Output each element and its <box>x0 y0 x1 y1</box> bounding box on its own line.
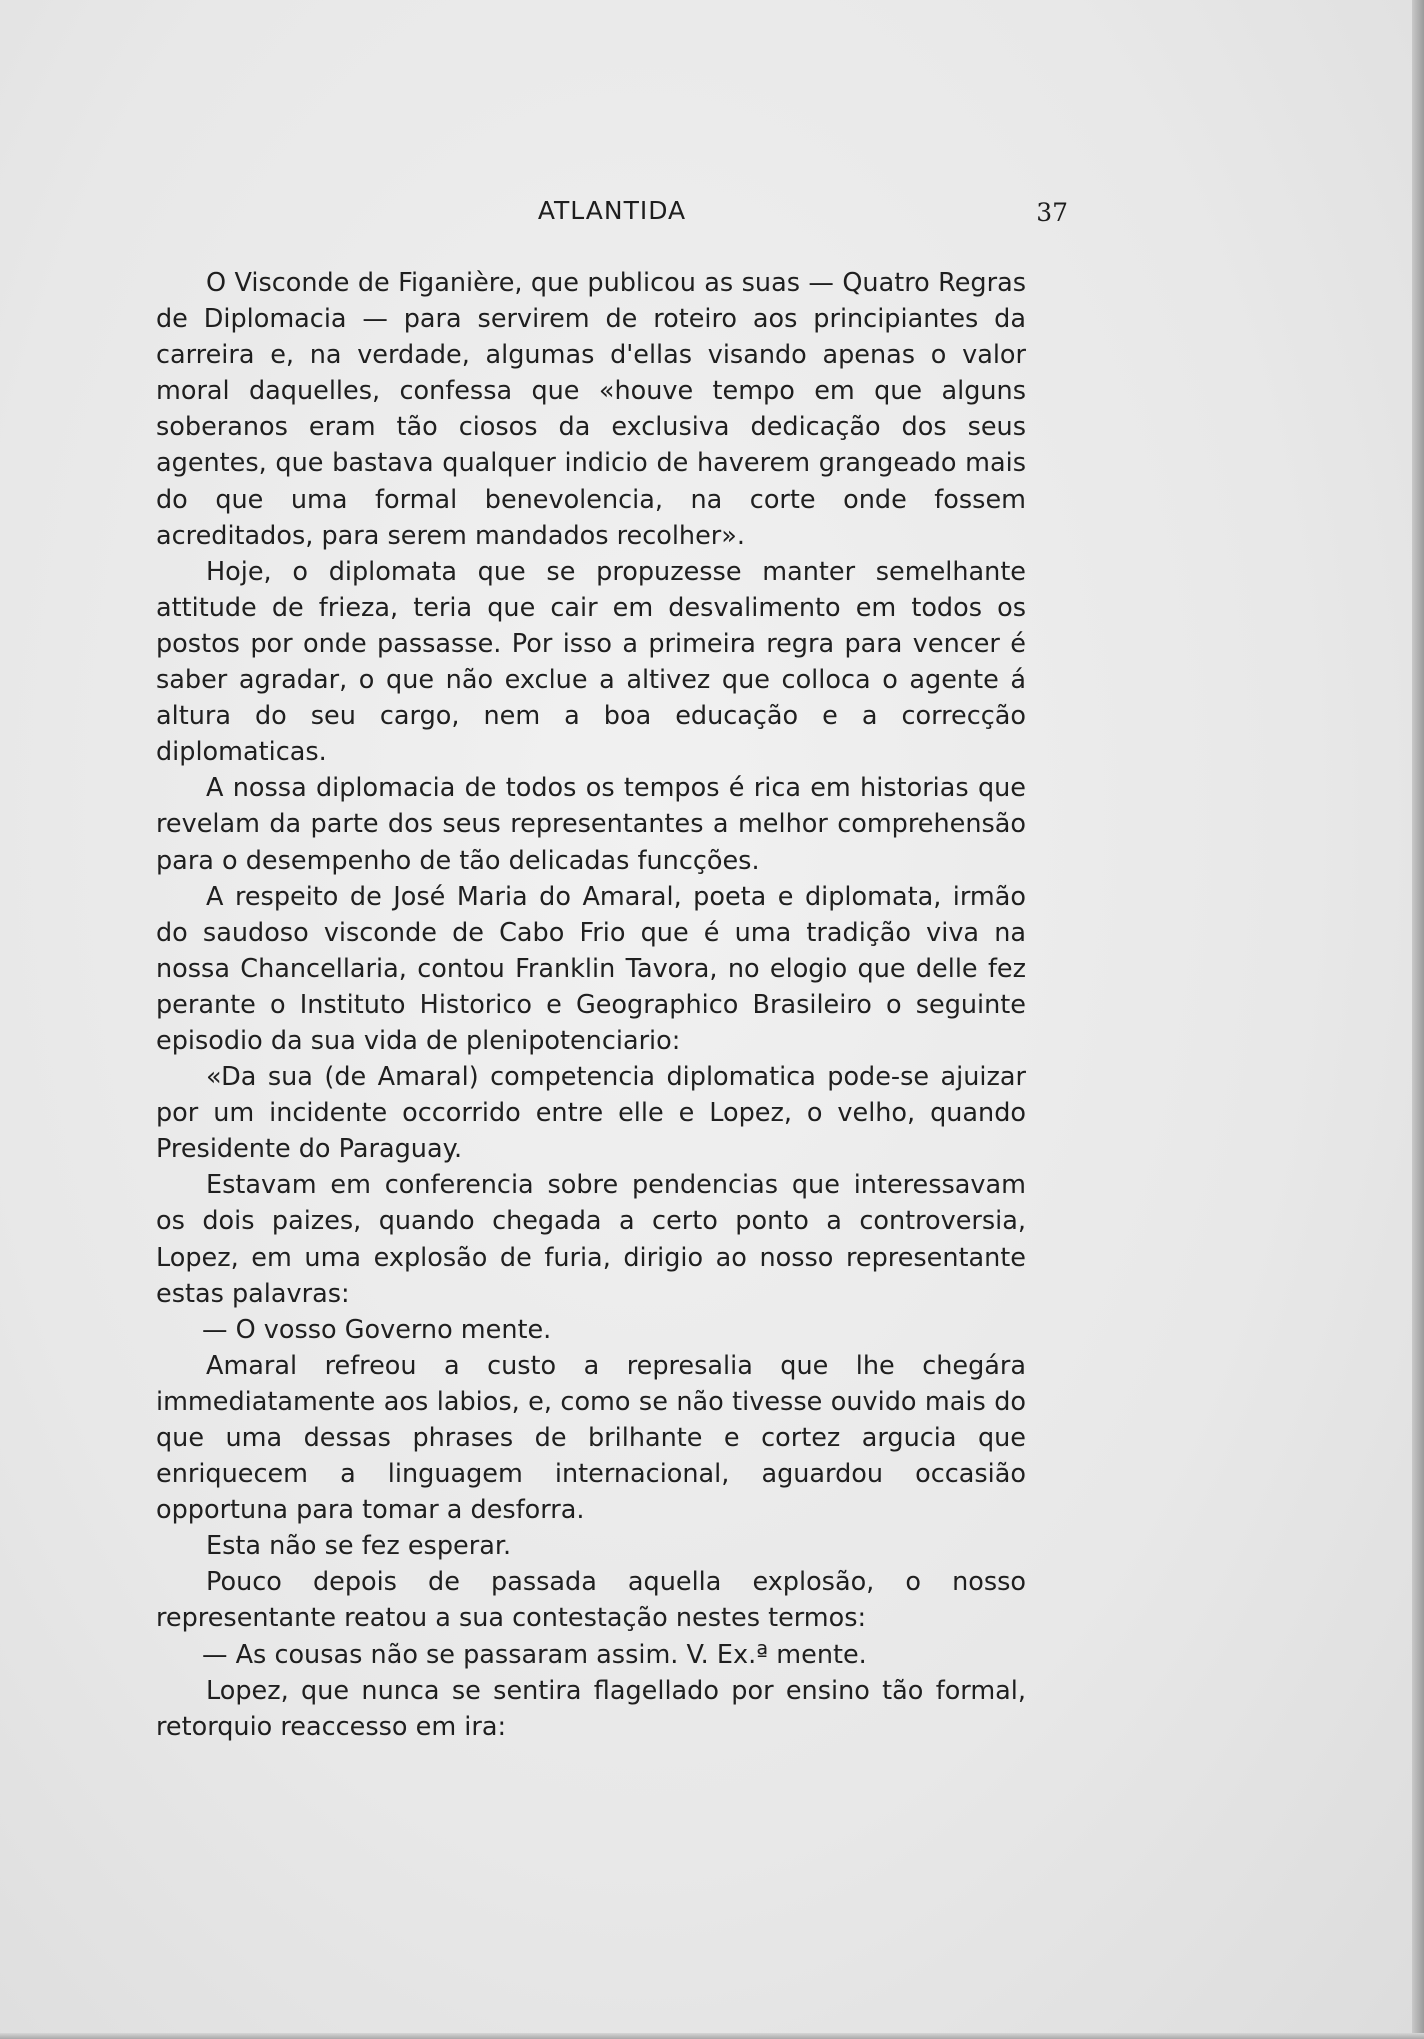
paragraph: A respeito de José Maria do Amaral, poeta e diplomata, irmão do saudoso visconde de Cabo Frio que é uma tradição viva na nossa Chancellaria, contou Franklin Tavora, no elogio que delle fez perante o Instituto Historico e Geographico Brasileiro o seguinte episodio da sua vida de plenipotenciario: <box>156 881 1026 1056</box>
paragraph: Esta não se fez esperar. <box>206 1531 512 1562</box>
page-bottom-edge <box>0 2033 1424 2039</box>
page-number: 37 <box>1036 198 1068 227</box>
paragraph: A nossa diplomacia de todos os tempos é rica em historias que revelam da parte dos seus representantes a melhor comprehensão para o desempenho de tão delicadas funcções. <box>156 773 1026 876</box>
running-header <box>156 196 1068 236</box>
paragraph: Hoje, o diplomata que se propuzesse manter semelhante attitude de frieza, teria que cair em desvalimento em todos os postos por onde passasse. Por isso a primeira regra para vencer é saber agradar, o que não exclue a altivez que colloca o agente á altura do seu cargo, nem a boa educação e a correcção diplomaticas. <box>156 556 1026 768</box>
dialogue-line: — O vosso Governo mente. <box>202 1314 552 1345</box>
quoted-paragraph: «Da sua (de Amaral) competencia diplomatica pode-se ajuizar por um incidente occorrido entre elle e Lopez, o velho, quando Presidente do Paraguay. <box>156 1062 1026 1165</box>
paragraph: Amaral refreou a custo a represalia que lhe chegára immediatamente aos labios, e, como se não tivesse ouvido mais do que uma dessas phrases de brilhante e cortez argucia que enriquecem a linguagem internacional, aguardou occasião opportuna para tomar a desforra. <box>156 1350 1026 1526</box>
page-edge-shadow <box>1412 0 1424 2039</box>
paragraph: O Visconde de Figanière, que publicou as suas — Quatro Regras de Diplomacia — para servirem de roteiro aos principiantes da carreira e, na verdade, algumas d'ellas visando apenas o valor moral daquelles, confessa que «houve tempo em que alguns soberanos eram tão ciosos da exclusiva dedicação dos seus agentes, que bastava qualquer indicio de haverem grangeado mais do que uma formal benevolencia, na corte onde fossem acreditados, para serem mandados recolher». <box>156 268 1026 551</box>
paragraph: Pouco depois de passada aquella explosão, o nosso representante reatou a sua contestação nestes termos: <box>156 1567 1026 1634</box>
dialogue-line: — As cousas não se passaram assim. V. Ex.ª mente. <box>202 1639 867 1670</box>
paragraph: Estavam em conferencia sobre pendencias que interessavam os dois paizes, quando chegada a certo ponto a controversia, Lopez, em uma explosão de furia, dirigio ao nosso representante estas palavras: <box>156 1170 1026 1309</box>
paragraph: Lopez, que nunca se sentira flagellado por ensino tão formal, retorquio reaccesso em ira: <box>156 1675 1026 1742</box>
running-title: ATLANTIDA <box>537 196 687 225</box>
body-text <box>156 265 1026 1745</box>
